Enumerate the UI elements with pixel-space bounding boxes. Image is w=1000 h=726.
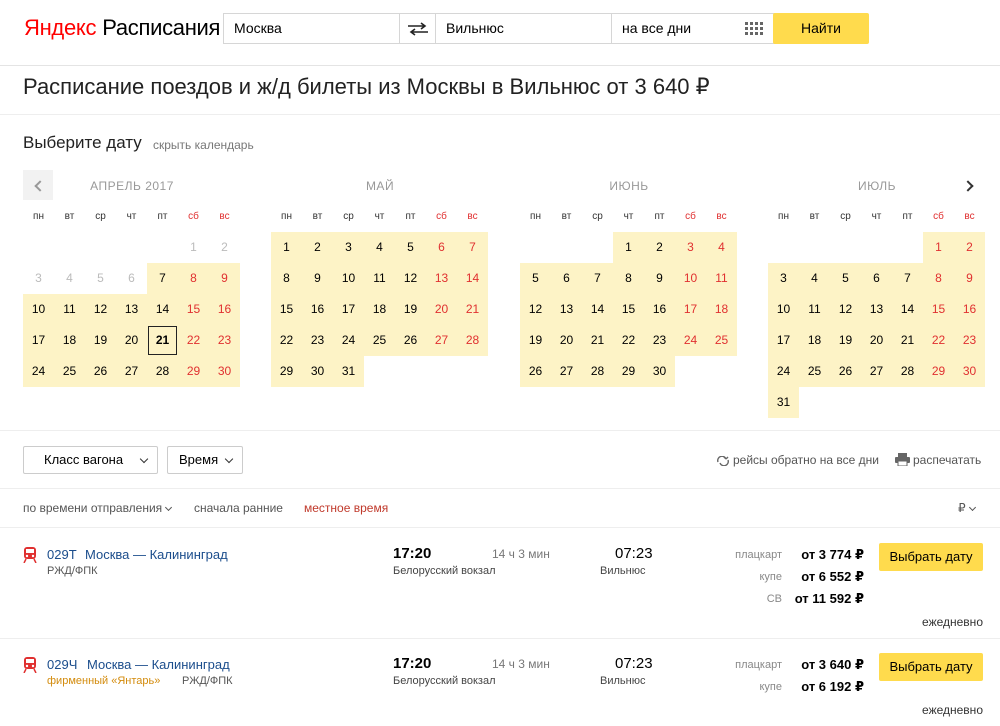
train-route[interactable]: Москва — Калининград — [85, 547, 228, 562]
calendar-day[interactable]: 22 — [178, 325, 209, 356]
day-grid — [520, 232, 738, 387]
swap-arrows-icon — [407, 22, 429, 36]
calendar-day[interactable]: 4 — [706, 232, 737, 263]
calendar-day[interactable]: 16 — [954, 294, 985, 325]
calendar-day[interactable]: 24 — [675, 325, 706, 356]
chevron-down-icon — [165, 504, 172, 511]
chevron-down-icon — [969, 504, 976, 511]
weekday-label: сб — [933, 211, 944, 222]
calendar-day[interactable]: 2 — [644, 232, 675, 263]
weekday-label: вс — [219, 211, 230, 222]
calendar-day[interactable]: 31 — [768, 387, 799, 418]
calendar-day[interactable]: 27 — [116, 356, 147, 387]
train-brand: фирменный «Янтарь» — [47, 675, 161, 687]
calendar-day[interactable]: 6 — [426, 232, 457, 263]
calendar-day[interactable]: 18 — [54, 325, 85, 356]
arrival-time: 07:23 — [615, 545, 653, 562]
calendar-day[interactable]: 14 — [457, 263, 488, 294]
calendar-day[interactable]: 7 — [457, 232, 488, 263]
calendar-day[interactable]: 4 — [364, 232, 395, 263]
calendar-day[interactable]: 9 — [302, 263, 333, 294]
weekday-label: ср — [840, 211, 851, 222]
calendar-day[interactable]: 29 — [271, 356, 302, 387]
currency-label: ₽ — [958, 501, 966, 515]
calendar-day[interactable]: 8 — [178, 263, 209, 294]
chevron-down-icon — [225, 455, 233, 463]
calendar-day[interactable]: 25 — [364, 325, 395, 356]
calendar-day[interactable]: 13 — [861, 294, 892, 325]
calendar-day[interactable]: 15 — [271, 294, 302, 325]
to-input[interactable]: Вильнюс — [436, 14, 612, 43]
calendar-day[interactable]: 9 — [644, 263, 675, 294]
weekday-label: пт — [654, 211, 665, 222]
divider — [0, 488, 1000, 489]
calendar-day[interactable]: 6 — [861, 263, 892, 294]
calendar-day[interactable]: 10 — [675, 263, 706, 294]
calendar-day[interactable]: 6 — [551, 263, 582, 294]
weekday-label: пн — [530, 211, 541, 222]
calendar-day[interactable]: 18 — [364, 294, 395, 325]
calendar-day[interactable]: 15 — [923, 294, 954, 325]
calendar-day[interactable]: 8 — [923, 263, 954, 294]
price-value: от 6 552 ₽ — [801, 569, 864, 584]
weekday-label: чт — [374, 211, 385, 222]
calendar-day[interactable]: 13 — [551, 294, 582, 325]
calendar-day[interactable]: 22 — [923, 325, 954, 356]
train-icon — [23, 657, 37, 673]
choose-date-button[interactable]: Выбрать дату — [879, 543, 983, 571]
hide-calendar-link[interactable]: скрыть календарь — [153, 138, 254, 152]
calendar-day: 4 — [66, 271, 73, 285]
page-title: Расписание поездов и ж/д билеты из Москвы в Вильнюс от 3 640 ₽ — [23, 74, 710, 99]
calendar-grid-icon[interactable] — [745, 22, 762, 35]
calendar-day[interactable]: 22 — [271, 325, 302, 356]
train-icon — [23, 547, 37, 563]
calendar-day[interactable]: 12 — [395, 263, 426, 294]
train-route[interactable]: Москва — Калининград — [87, 657, 230, 672]
calendar-day[interactable]: 30 — [954, 356, 985, 387]
weekday-label: ср — [95, 211, 106, 222]
calendar-day[interactable]: 10 — [768, 294, 799, 325]
weekday-label: вт — [64, 211, 75, 222]
calendar-day[interactable]: 24 — [768, 356, 799, 387]
month-title: ИЮНЬ — [609, 179, 649, 193]
weekday-label: сб — [436, 211, 447, 222]
logo-service: Расписания — [102, 15, 221, 40]
sort-by-departure-label: по времени отправления — [23, 501, 163, 515]
calendar-day: 2 — [221, 240, 228, 254]
calendar-day[interactable]: 3 — [333, 232, 364, 263]
calendar-day[interactable]: 30 — [644, 356, 675, 387]
weekday-header — [520, 202, 738, 232]
price-class: купе — [759, 571, 782, 583]
calendar-day[interactable]: 14 — [582, 294, 613, 325]
weekday-label: вс — [716, 211, 727, 222]
calendar-month — [271, 170, 489, 387]
calendar-day[interactable]: 9 — [209, 263, 240, 294]
calendar-day[interactable]: 21 — [892, 325, 923, 356]
calendar-day[interactable]: 12 — [520, 294, 551, 325]
calendar-day: 3 — [35, 271, 42, 285]
find-button[interactable]: Найти — [773, 13, 869, 44]
calendar-day[interactable]: 19 — [85, 325, 116, 356]
month-title: ИЮЛЬ — [858, 179, 896, 193]
calendar-day[interactable]: 13 — [116, 294, 147, 325]
currency-select[interactable] — [958, 501, 975, 515]
calendar-day: 6 — [128, 271, 135, 285]
calendar-day[interactable]: 23 — [302, 325, 333, 356]
arrival-city: Вильнюс — [600, 675, 646, 687]
calendar-day[interactable]: 27 — [551, 356, 582, 387]
calendar-day[interactable]: 28 — [582, 356, 613, 387]
weekday-label: пн — [281, 211, 292, 222]
weekday-header — [23, 202, 241, 232]
calendar-day[interactable]: 5 — [520, 263, 551, 294]
print-link[interactable] — [895, 453, 981, 467]
calendar-day[interactable]: 30 — [209, 356, 240, 387]
calendar-day[interactable]: 2 — [954, 232, 985, 263]
calendar-day[interactable]: 28 — [457, 325, 488, 356]
calendar-day[interactable]: 20 — [116, 325, 147, 356]
frequency: ежедневно — [922, 615, 983, 629]
divider — [0, 527, 1000, 528]
sort-order-toggle[interactable]: сначала ранние — [194, 501, 283, 515]
calendar-month — [23, 170, 241, 387]
train-carrier: РЖД/ФПК — [182, 675, 233, 687]
calendar-month — [768, 170, 986, 418]
calendar-day[interactable]: 8 — [613, 263, 644, 294]
price-class: плацкарт — [735, 549, 782, 561]
wagon-class-label: Класс вагона — [44, 452, 124, 467]
calendar-day[interactable]: 20 — [551, 325, 582, 356]
header — [0, 0, 1000, 66]
chevron-down-icon — [140, 455, 148, 463]
calendar-day[interactable]: 16 — [302, 294, 333, 325]
calendar-day[interactable]: 17 — [675, 294, 706, 325]
time-label: Время — [179, 452, 219, 467]
return-arrows-icon — [716, 456, 730, 466]
return-trips-link[interactable] — [716, 453, 879, 467]
travel-duration: 14 ч 3 мин — [492, 657, 550, 671]
calendar-day[interactable]: 11 — [799, 294, 830, 325]
train-number[interactable]: 029Т — [47, 547, 77, 562]
weekday-label: вт — [561, 211, 572, 222]
calendar-day[interactable]: 27 — [426, 325, 457, 356]
train-carrier: РЖД/ФПК — [47, 565, 98, 577]
search-form — [223, 13, 775, 44]
date-input[interactable] — [612, 14, 774, 43]
calendar-day[interactable]: 15 — [613, 294, 644, 325]
calendar-day[interactable]: 19 — [520, 325, 551, 356]
wagon-class-select[interactable] — [23, 446, 158, 474]
calendar-day[interactable]: 29 — [178, 356, 209, 387]
weekday-label: пт — [405, 211, 416, 222]
weekday-label: пн — [778, 211, 789, 222]
divider — [0, 638, 1000, 639]
calendar-day[interactable]: 21 — [457, 294, 488, 325]
price-value: от 11 592 ₽ — [794, 591, 864, 606]
calendar-day[interactable]: 19 — [395, 294, 426, 325]
calendar-day[interactable]: 18 — [706, 294, 737, 325]
calendar-day[interactable]: 16 — [209, 294, 240, 325]
weekday-label: чт — [623, 211, 634, 222]
month-title: МАЙ — [365, 179, 395, 193]
calendar-day[interactable]: 29 — [613, 356, 644, 387]
calendar-day[interactable]: 7 — [582, 263, 613, 294]
calendar-day[interactable]: 9 — [954, 263, 985, 294]
calendar-day[interactable]: 7 — [892, 263, 923, 294]
calendar-day[interactable]: 31 — [333, 356, 364, 387]
calendar-day[interactable]: 7 — [147, 263, 178, 294]
calendar-day[interactable]: 28 — [892, 356, 923, 387]
weekday-label: чт — [126, 211, 137, 222]
calendar-day[interactable]: 29 — [923, 356, 954, 387]
local-time-toggle[interactable]: местное время — [304, 501, 389, 515]
calendar-day[interactable]: 14 — [147, 294, 178, 325]
price-class: СВ — [766, 593, 782, 605]
weekday-label: вт — [312, 211, 323, 222]
sort-by-departure[interactable] — [23, 501, 171, 515]
weekday-label: пн — [33, 211, 44, 222]
month-title: АПРЕЛЬ 2017 — [90, 179, 174, 193]
logo-brand: Яндекс — [24, 15, 97, 40]
calendar-day[interactable]: 18 — [799, 325, 830, 356]
calendar-day[interactable]: 14 — [892, 294, 923, 325]
weekday-label: пт — [902, 211, 913, 222]
date-value: на все дни — [622, 20, 692, 36]
calendar-day[interactable]: 26 — [830, 356, 861, 387]
day-grid — [768, 232, 986, 418]
calendar-day[interactable]: 1 — [923, 232, 954, 263]
weekday-label: вс — [467, 211, 478, 222]
calendar-day[interactable]: 4 — [799, 263, 830, 294]
calendar-day[interactable]: 26 — [520, 356, 551, 387]
calendar-day[interactable]: 23 — [209, 325, 240, 356]
weekday-label: вс — [964, 211, 975, 222]
calendar-month — [520, 170, 738, 387]
calendar-day[interactable]: 16 — [644, 294, 675, 325]
departure-station: Белорусский вокзал — [393, 675, 496, 687]
calendar-day[interactable]: 1 — [613, 232, 644, 263]
calendar-day: 1 — [190, 240, 197, 254]
calendar-day[interactable]: 24 — [23, 356, 54, 387]
weekday-header — [271, 202, 489, 232]
calendar-day[interactable]: 12 — [830, 294, 861, 325]
calendar-day[interactable]: 19 — [830, 325, 861, 356]
calendar-day[interactable]: 30 — [302, 356, 333, 387]
calendar-day[interactable]: 22 — [613, 325, 644, 356]
calendar-day[interactable]: 17 — [23, 325, 54, 356]
departure-time: 17:20 — [393, 545, 432, 562]
day-grid — [271, 232, 489, 387]
calendar-day[interactable]: 27 — [861, 356, 892, 387]
weekday-label: ср — [592, 211, 603, 222]
calendar-day[interactable]: 23 — [644, 325, 675, 356]
swap-button[interactable] — [400, 14, 436, 43]
calendar-day[interactable]: 26 — [85, 356, 116, 387]
travel-duration: 14 ч 3 мин — [492, 547, 550, 561]
from-input[interactable]: Москва — [224, 14, 400, 43]
price-class: плацкарт — [735, 659, 782, 671]
calendar-day[interactable]: 20 — [861, 325, 892, 356]
weekday-label: сб — [685, 211, 696, 222]
calendar-day[interactable]: 15 — [178, 294, 209, 325]
price-class: купе — [759, 681, 782, 693]
calendar-day: 5 — [97, 271, 104, 285]
calendar-day[interactable]: 10 — [23, 294, 54, 325]
calendar-day[interactable]: 26 — [395, 325, 426, 356]
weekday-label: чт — [871, 211, 882, 222]
weekday-label: сб — [188, 211, 199, 222]
calendar-day[interactable]: 11 — [706, 263, 737, 294]
printer-icon — [895, 453, 910, 466]
yandex-logo[interactable] — [24, 15, 220, 41]
calendar-heading: Выберите дату — [23, 133, 142, 152]
calendar-day[interactable]: 5 — [395, 232, 426, 263]
calendar-day[interactable]: 25 — [799, 356, 830, 387]
day-grid — [23, 232, 241, 387]
print-link-label: распечатать — [913, 453, 982, 467]
calendar-day[interactable]: 8 — [271, 263, 302, 294]
return-link-label: рейсы обратно на все дни — [733, 453, 879, 467]
calendar-day[interactable]: 2 — [302, 232, 333, 263]
train-number[interactable]: 029Ч — [47, 657, 78, 672]
frequency: ежедневно — [922, 703, 983, 717]
departure-time: 17:20 — [393, 655, 432, 672]
calendar-day[interactable]: 12 — [85, 294, 116, 325]
calendar-day[interactable]: 20 — [426, 294, 457, 325]
time-select[interactable] — [167, 446, 243, 474]
price-value: от 3 774 ₽ — [801, 547, 864, 562]
arrival-city: Вильнюс — [600, 565, 646, 577]
calendar-day[interactable]: 21 — [147, 325, 178, 356]
calendar-day[interactable]: 25 — [706, 325, 737, 356]
departure-station: Белорусский вокзал — [393, 565, 496, 577]
calendar-day[interactable]: 24 — [333, 325, 364, 356]
calendar-day[interactable]: 21 — [582, 325, 613, 356]
price-value: от 6 192 ₽ — [801, 679, 864, 694]
arrival-time: 07:23 — [615, 655, 653, 672]
divider — [0, 430, 1000, 431]
calendar-day[interactable]: 17 — [768, 325, 799, 356]
calendar-day[interactable]: 23 — [954, 325, 985, 356]
calendar-day[interactable]: 5 — [830, 263, 861, 294]
price-value: от 3 640 ₽ — [801, 657, 864, 672]
calendar-day[interactable]: 10 — [333, 263, 364, 294]
weekday-label: ср — [343, 211, 354, 222]
calendar-day[interactable]: 28 — [147, 356, 178, 387]
weekday-header — [768, 202, 986, 232]
calendar-day[interactable]: 11 — [364, 263, 395, 294]
calendar-day[interactable]: 11 — [54, 294, 85, 325]
calendar-day[interactable]: 25 — [54, 356, 85, 387]
calendar-day[interactable]: 17 — [333, 294, 364, 325]
weekday-label: вт — [809, 211, 820, 222]
calendar-day[interactable]: 1 — [271, 232, 302, 263]
calendar-day[interactable]: 3 — [675, 232, 706, 263]
choose-date-button[interactable]: Выбрать дату — [879, 653, 983, 681]
weekday-label: пт — [157, 211, 168, 222]
calendar-day[interactable]: 13 — [426, 263, 457, 294]
calendar-day[interactable]: 3 — [768, 263, 799, 294]
divider — [0, 114, 1000, 115]
